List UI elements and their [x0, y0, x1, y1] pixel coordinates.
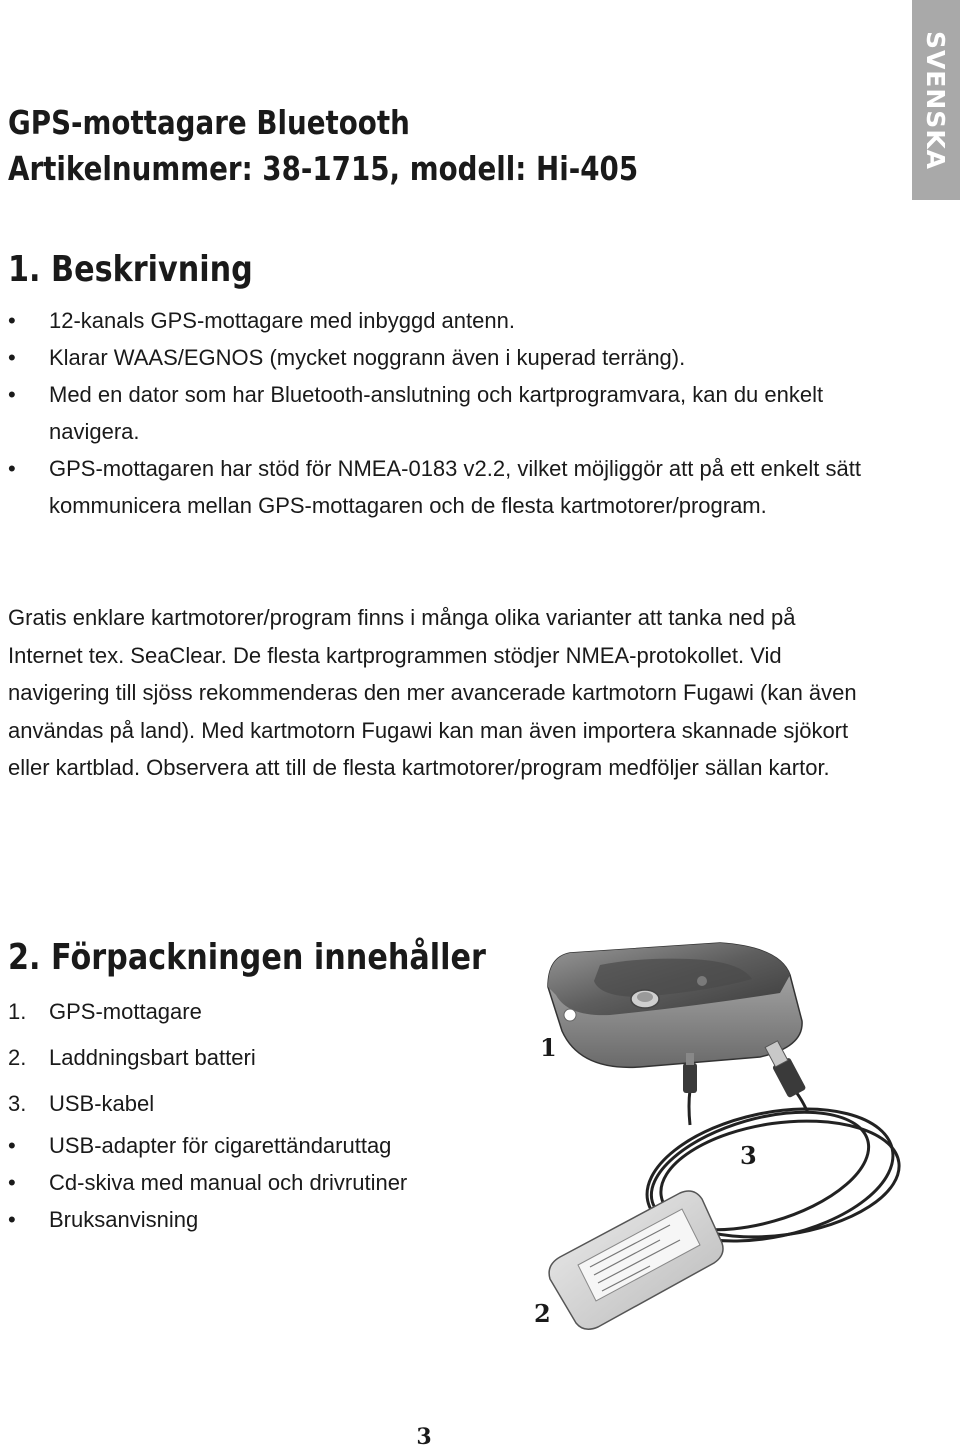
list-item: [8, 1081, 488, 1127]
section-heading-package-contents: 2. Förpackningen innehåller: [8, 937, 486, 978]
list-item: [8, 989, 488, 1035]
bullet-icon: •: [8, 345, 16, 370]
mini-usb-plug-icon: [683, 1063, 697, 1093]
package-contents-numbered-list: [8, 989, 488, 1127]
bullet-icon: •: [8, 1207, 16, 1232]
item-number: 1.: [8, 999, 27, 1024]
item-number: 3.: [8, 1091, 27, 1116]
description-list: [8, 302, 888, 524]
list-item-text: GPS-mottagare: [49, 999, 202, 1024]
list-item: [8, 450, 888, 524]
list-item-text: Med en dator som har Bluetooth-anslutning och kartprogramvara, kan du enkelt navigera.: [49, 382, 824, 444]
item-number: 2.: [8, 1045, 27, 1070]
document-title: [8, 100, 638, 192]
bullet-icon: •: [8, 1133, 16, 1158]
list-item: [8, 302, 888, 339]
bullet-icon: •: [8, 1170, 16, 1195]
battery-icon: [549, 1191, 723, 1329]
list-item-text: Cd-skiva med manual och drivrutiner: [49, 1170, 408, 1195]
list-item-text: Laddningsbart batteri: [49, 1045, 256, 1070]
document-title-line-2: Artikelnummer: 38-1715, modell: Hi-405: [8, 149, 639, 188]
package-contents-photo: [490, 935, 910, 1355]
bullet-icon: •: [8, 382, 16, 407]
label-receiver: 1: [540, 1033, 557, 1062]
description-paragraph: Gratis enklare kartmotorer/program finns i många olika varianter att tanka ned på Internet tex. SeaClear. De flesta kartprogrammen stödjer NMEA-protokollet. Vid navigering till sjöss rekommenderas den mer avancerade kartmotorn Fugawi (kan även användas på land). Med kartmotorn Fugawi kan man även importera skannade sjökort eller kartblad. Observera att till de flesta kartmotorer/program medföljer sällan kartor.: [8, 605, 857, 780]
gps-receiver-icon: [548, 943, 802, 1067]
language-tab: [912, 0, 960, 200]
package-contents-illustration: [490, 935, 910, 1355]
list-item: [8, 339, 888, 376]
list-item: [8, 376, 888, 450]
language-tab-label: SVENSKA: [921, 30, 951, 170]
label-cable: 3: [740, 1141, 757, 1170]
mini-usb-connector-icon: [686, 1053, 694, 1065]
page-number: 3: [416, 1424, 432, 1450]
list-item-text: 12-kanals GPS-mottagare med inbyggd antenn.: [49, 308, 515, 333]
label-battery: 2: [534, 1299, 551, 1328]
list-item-text: USB-adapter för cigarettändaruttag: [49, 1133, 392, 1158]
list-item-text: USB-kabel: [49, 1091, 155, 1116]
document-title-line-1: GPS-mottagare Bluetooth: [8, 103, 410, 142]
list-item-text: Klarar WAAS/EGNOS (mycket noggrann även i kuperad terräng).: [49, 345, 686, 370]
bullet-icon: •: [8, 456, 16, 481]
bullet-icon: •: [8, 308, 16, 333]
section-heading-description: 1. Beskrivning: [8, 249, 253, 290]
list-item-text: GPS-mottagaren har stöd för NMEA-0183 v2.2, vilket möjliggör att på ett enkelt sätt kommunicera mellan GPS-mottagaren och de flesta kartmotorer/program.: [49, 456, 861, 518]
list-item: [8, 1035, 488, 1081]
list-item-text: Bruksanvisning: [49, 1207, 199, 1232]
